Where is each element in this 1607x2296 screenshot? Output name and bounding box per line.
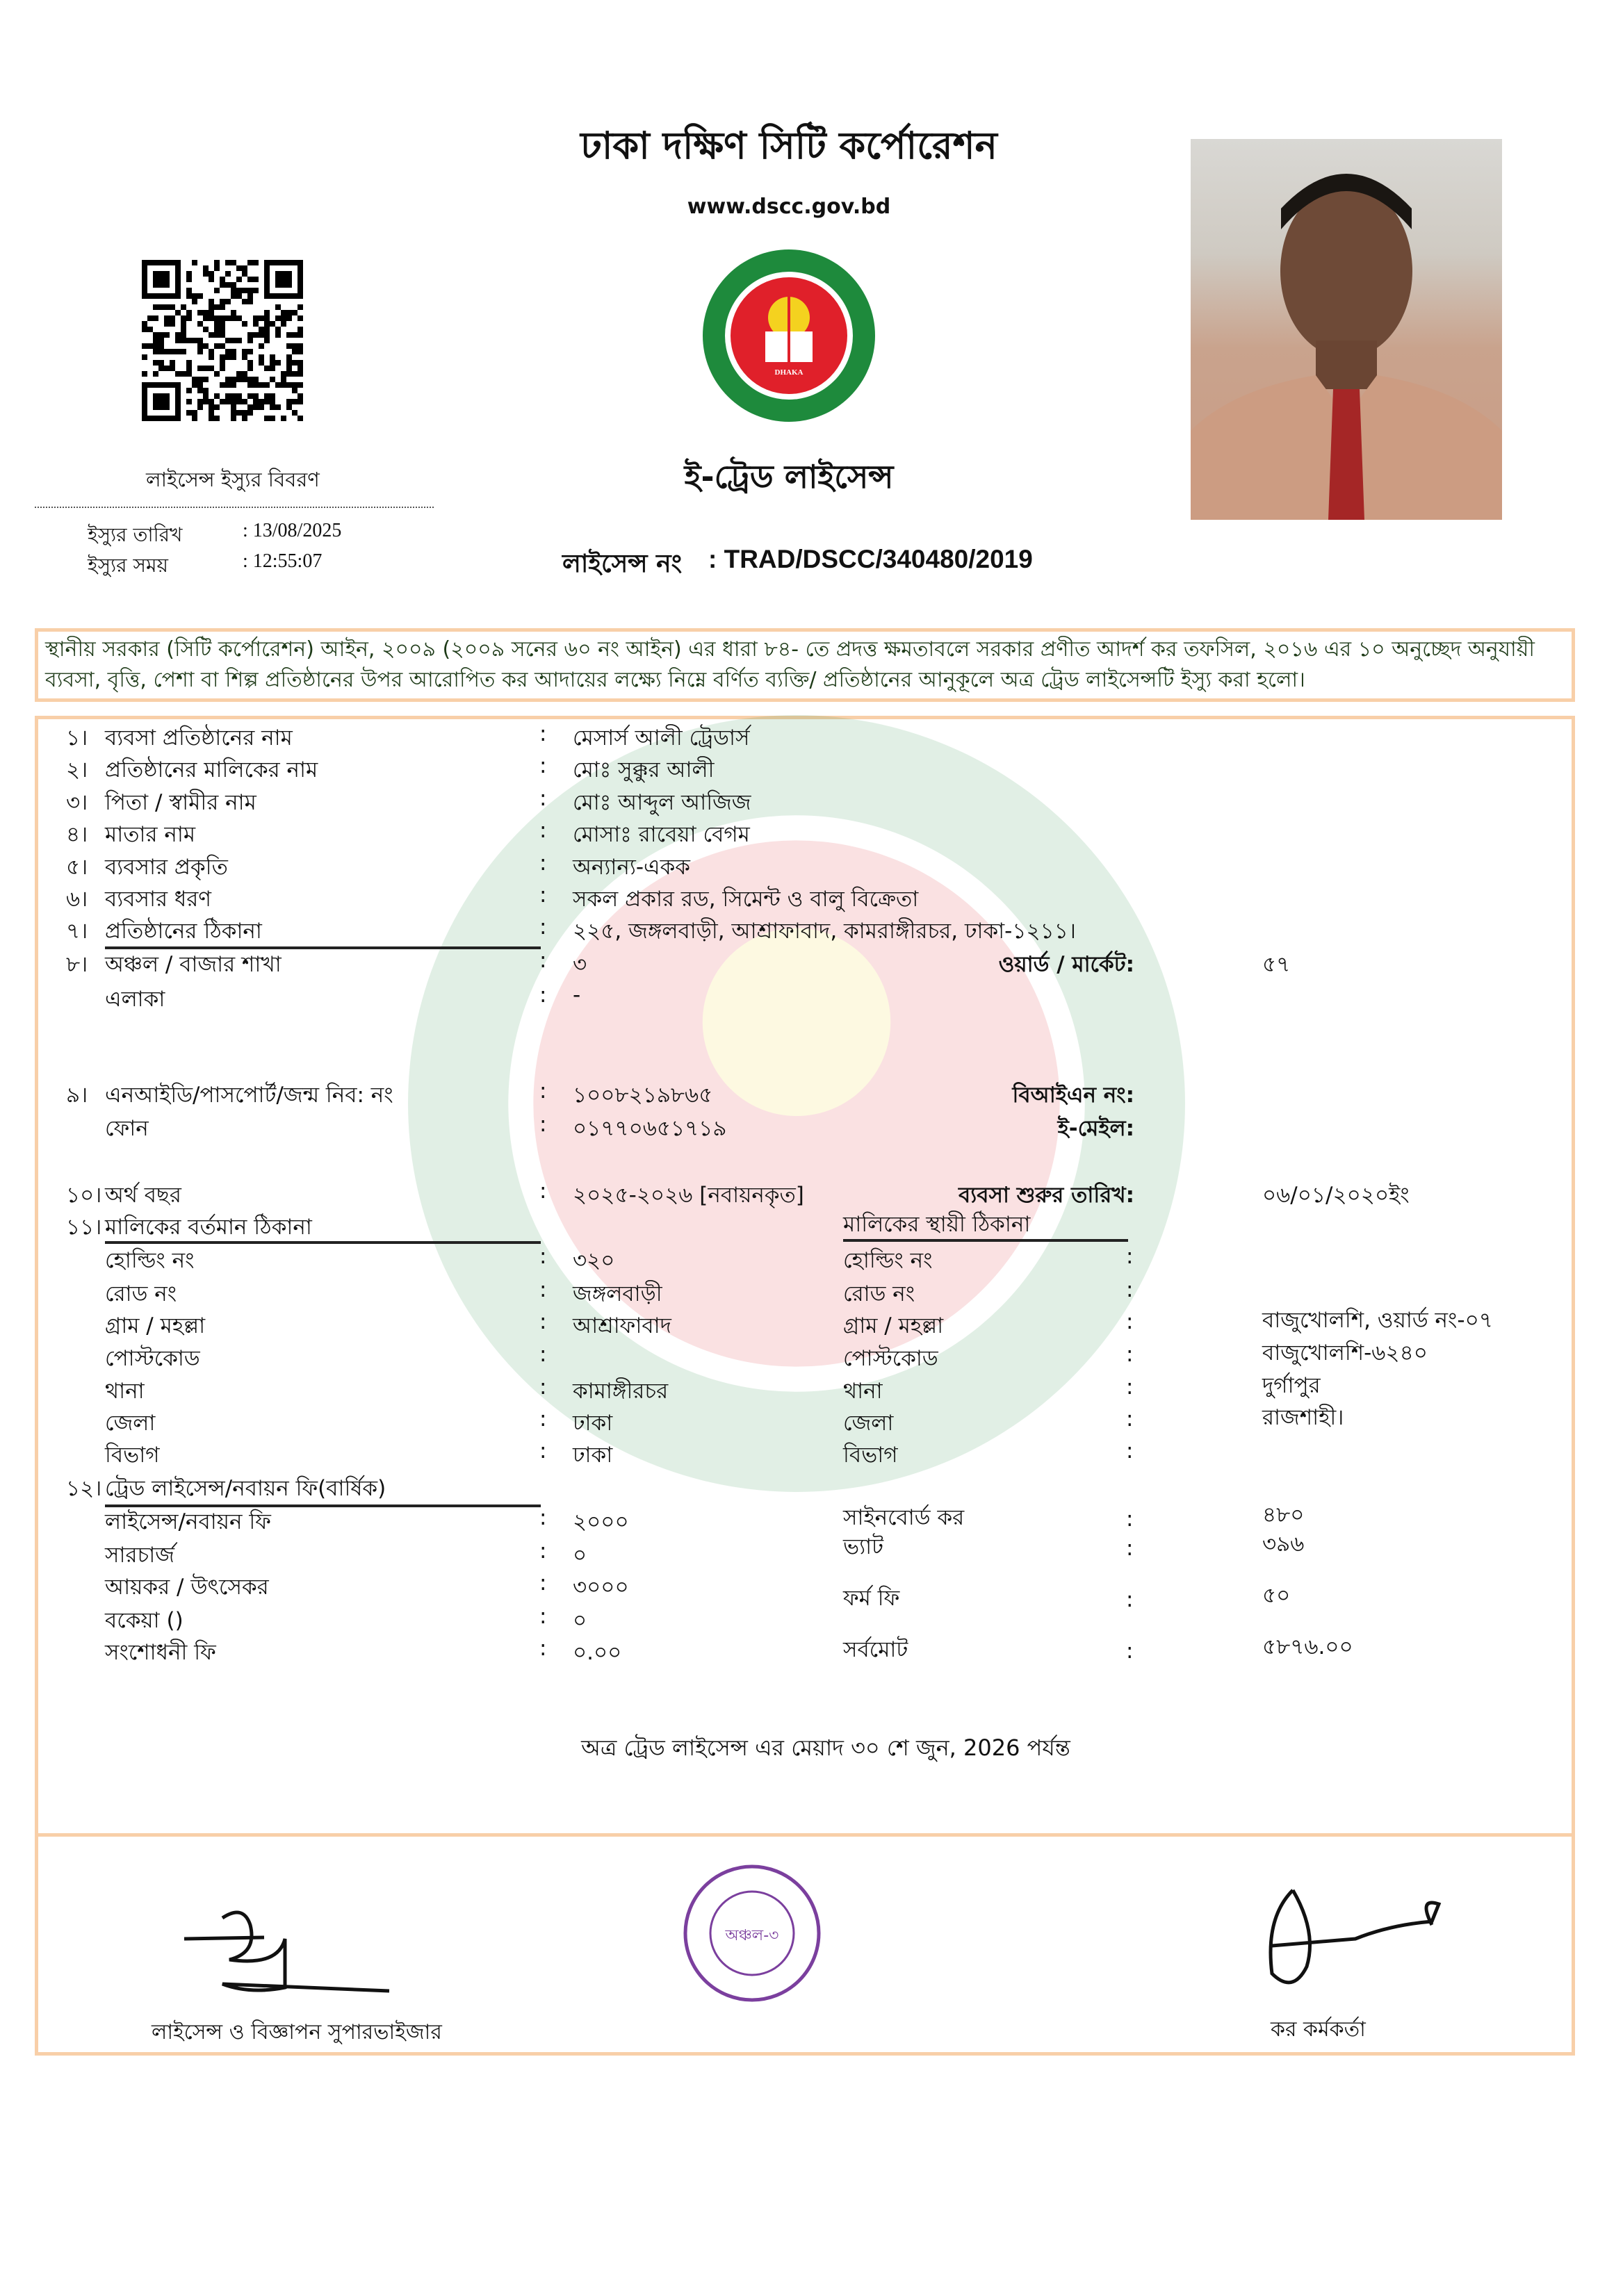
colon: : — [1126, 1342, 1134, 1367]
fee-label: সারচার্জ — [105, 1543, 174, 1568]
row-number: ১১। — [66, 1215, 102, 1240]
fee-label: আয়কর / উৎসেকর — [105, 1575, 269, 1600]
permanent-field-value: দুর্গাপুর — [1262, 1373, 1321, 1398]
colon: : — [539, 983, 547, 1008]
colon: : — [1126, 1639, 1134, 1664]
fee-label-right: সাইনবোর্ড কর — [843, 1505, 965, 1530]
colon: : — [539, 1277, 547, 1302]
fee-value: ০ — [573, 1608, 587, 1633]
svg-text:DHAKA: DHAKA — [774, 368, 804, 377]
colon: : — [539, 1438, 547, 1463]
issue-date-value: : 13/08/2025 — [243, 520, 342, 541]
present-field-label: রোড নং — [105, 1281, 177, 1306]
owner-photo — [1191, 139, 1502, 520]
field-label: ব্যবসার ধরণ — [105, 887, 212, 912]
issue-time-value: : 12:55:07 — [243, 550, 323, 572]
present-field-label: হোল্ডিং নং — [105, 1248, 195, 1273]
permanent-address-heading: মালিকের স্থায়ী ঠিকানা — [843, 1212, 1031, 1237]
present-field-label: পোস্টকোড — [105, 1346, 200, 1371]
fee-value: ০.০০ — [573, 1640, 622, 1665]
document-title: ই-ট্রেড লাইসেন্স — [684, 458, 894, 495]
colon: : — [539, 1571, 547, 1596]
field-value: ০১৭৭০৬৫১৭১৯ — [573, 1116, 727, 1141]
fee-value-right: ৫০ — [1262, 1583, 1291, 1608]
underline — [843, 1239, 1128, 1242]
present-field-label: বিভাগ — [105, 1443, 160, 1468]
permanent-field-label: জেলা — [843, 1411, 894, 1436]
validity-text: অত্র ট্রেড লাইসেন্স এর মেয়াদ ৩০ শে জুন, 2026 পর্যন্ত — [581, 1735, 1070, 1761]
row-number: ৯। — [66, 1083, 88, 1108]
field-value-right: ৫৭ — [1262, 952, 1291, 977]
row-number: ৮। — [66, 952, 88, 977]
fee-label-right: ফর্ম ফি — [843, 1586, 900, 1611]
issue-date-label: ইস্যুর তারিখ — [88, 523, 183, 546]
field-label-right: ই-মেইল: — [1057, 1116, 1134, 1141]
permanent-field-label: বিভাগ — [843, 1443, 898, 1468]
colon: : — [1126, 1587, 1134, 1612]
permanent-field-label: রোড নং — [843, 1281, 915, 1306]
field-value: মোসাঃ রাবেয়া বেগম — [573, 822, 750, 847]
preamble-text: স্থানীয় সরকার (সিটি কর্পোরেশন) আইন, ২০০৯ (২০০৯ সনের ৬০ নং আইন) এর ধারা ৮৪- তে প্রদত্ত ক্ষমতাবলে সরকার প্রণীত আদর্শ কর তফসিল, ২০১৬ এর ১০ অনুচ্ছেদ অনুযায়ী ব্যবসা, বৃত্তি, পেশা বা শিল্প প্রতিষ্ঠানের উপর আরোপিত কর আদায়ের লক্ষ্যে নিম্নে বর্ণিত ব্যক্তি/ প্রতিষ্ঠানের আনুকূলে অত্র ট্রেড লাইসেন্সটি ইস্যু করা হলো। — [45, 637, 1535, 692]
field-value: মোঃ সুক্কুর আলী — [573, 757, 715, 782]
colon: : — [539, 818, 547, 843]
field-value: সকল প্রকার রড, সিমেন্ট ও বালু বিক্রেতা — [573, 887, 919, 912]
colon: : — [539, 1244, 547, 1269]
fee-value-right: ৩৯৬ — [1262, 1532, 1305, 1557]
field-label: মাতার নাম — [105, 822, 196, 847]
fee-value: ২০০০ — [573, 1509, 629, 1534]
permanent-field-label: পোস্টকোড — [843, 1346, 938, 1371]
present-field-label: গ্রাম / মহল্লা — [105, 1313, 206, 1338]
tax-officer-signature — [1251, 1876, 1460, 2001]
fee-label-right: সর্বমোট — [843, 1637, 908, 1662]
field-value: মেসার্স আলী ট্রেডার্স — [573, 725, 750, 751]
present-field-value: কামাঙ্গীরচর — [573, 1379, 669, 1404]
row-number: ২। — [66, 757, 88, 782]
colon: : — [539, 1309, 547, 1334]
field-label-right: বিআইএন নং: — [1012, 1083, 1134, 1108]
row-number: ১২। — [66, 1476, 102, 1501]
permanent-field-label: থানা — [843, 1379, 883, 1404]
field-label: ফোন — [105, 1116, 149, 1141]
fee-value: ০ — [573, 1543, 587, 1568]
preamble-box — [35, 628, 1575, 702]
org-title: ঢাকা দক্ষিণ সিটি কর্পোরেশন — [580, 124, 997, 167]
colon: : — [1126, 1407, 1134, 1432]
colon: : — [1126, 1277, 1134, 1302]
colon: : — [539, 1079, 547, 1104]
row-number: ৫। — [66, 855, 88, 880]
field-value: ৩ — [573, 952, 587, 977]
row-number: ৬। — [66, 887, 88, 912]
colon: : — [1126, 1375, 1134, 1400]
permanent-field-value: বাজুখোলশি-৬২৪০ — [1262, 1340, 1428, 1366]
field-label: প্রতিষ্ঠানের মালিকের নাম — [105, 757, 318, 782]
website-link[interactable]: www.dscc.gov.bd — [687, 195, 891, 219]
license-number-label: লাইসেন্স নং — [562, 550, 683, 578]
field-value: ২০২৫-২০২৬ [নবায়নকৃত] — [573, 1183, 804, 1208]
colon: : — [539, 1375, 547, 1400]
colon: : — [1126, 1536, 1134, 1561]
present-field-label: জেলা — [105, 1411, 156, 1436]
colon: : — [1126, 1438, 1134, 1463]
permanent-field-label: হোল্ডিং নং — [843, 1248, 933, 1273]
colon: : — [539, 1539, 547, 1564]
field-value: অন্যান্য-একক — [573, 855, 690, 880]
signature-separator — [35, 1833, 1575, 1837]
fees-heading: ট্রেড লাইসেন্স/নবায়ন ফি(বার্ষিক) — [105, 1476, 386, 1501]
colon: : — [539, 1636, 547, 1661]
colon: : — [1126, 1507, 1134, 1532]
field-value-right: ০৬/০১/২০২০ইং — [1262, 1183, 1410, 1208]
stamp-text: অঞ্চল-৩ — [725, 1927, 779, 1944]
supervisor-signature — [181, 1897, 403, 2001]
field-label: অর্থ বছর — [105, 1183, 181, 1208]
fee-value-right: ৪৮০ — [1262, 1502, 1305, 1527]
field-label: এনআইডি/পাসপোর্ট/জন্ম নিব: নং — [105, 1083, 393, 1108]
dscc-logo — [701, 248, 876, 423]
field-value: মোঃ আব্দুল আজিজ — [573, 790, 751, 815]
colon: : — [539, 753, 547, 778]
issue-time-label: ইস্যুর সময় — [88, 554, 169, 577]
colon: : — [539, 1604, 547, 1629]
colon: : — [539, 1407, 547, 1432]
fee-label-right: ভ্যাট — [843, 1534, 883, 1559]
colon: : — [539, 1505, 547, 1530]
field-value: ২২৫, জঙ্গলবাড়ী, আশ্রাফাবাদ, কামরাঙ্গীরচর, ঢাকা-১২১১। — [573, 919, 1076, 944]
issue-details-heading: লাইসেন্স ইস্যুর বিবরণ — [146, 468, 320, 491]
field-label-right: ব্যবসা শুরুর তারিখ: — [959, 1183, 1134, 1208]
present-field-value: ৩২০ — [573, 1248, 615, 1273]
colon: : — [539, 948, 547, 973]
colon: : — [539, 883, 547, 908]
colon: : — [1126, 1244, 1134, 1269]
colon: : — [539, 1179, 547, 1204]
colon: : — [539, 915, 547, 940]
fee-label: বকেয়া () — [105, 1608, 183, 1633]
present-field-value: ঢাকা — [573, 1411, 613, 1436]
divider — [35, 507, 434, 508]
field-label: ব্যবসা প্রতিষ্ঠানের নাম — [105, 725, 293, 751]
fee-value: ৩০০০ — [573, 1575, 629, 1600]
fee-label: লাইসেন্স/নবায়ন ফি — [105, 1509, 271, 1534]
fee-label: সংশোধনী ফি — [105, 1640, 216, 1665]
field-label: পিতা / স্বামীর নাম — [105, 790, 256, 815]
field-label: ব্যবসার প্রকৃতি — [105, 855, 228, 880]
present-address-heading: মালিকের বর্তমান ঠিকানা — [105, 1215, 312, 1240]
fee-value-right: ৫৮৭৬.০০ — [1262, 1634, 1353, 1659]
present-field-value: জঙ্গলবাড়ী — [573, 1281, 662, 1306]
official-stamp — [681, 1862, 824, 2005]
license-number-value: : TRAD/DSCC/340480/2019 — [708, 545, 1033, 573]
permanent-field-value: বাজুখোলশি, ওয়ার্ড নং-০৭ — [1262, 1308, 1493, 1333]
colon: : — [1126, 1309, 1134, 1334]
field-label: প্রতিষ্ঠানের ঠিকানা — [105, 919, 262, 944]
row-number: ৪। — [66, 822, 88, 847]
colon: : — [539, 1342, 547, 1367]
row-number: ৩। — [66, 790, 88, 815]
qr-code[interactable] — [142, 260, 303, 421]
field-label: অঞ্চল / বাজার শাখা — [105, 952, 282, 977]
colon: : — [539, 721, 547, 746]
field-label: এলাকা — [105, 987, 165, 1012]
colon: : — [539, 1112, 547, 1137]
row-number: ১০। — [66, 1183, 102, 1208]
underline — [105, 946, 541, 949]
colon: : — [539, 851, 547, 876]
field-value: ১০০৮২১৯৮৬৫ — [573, 1083, 713, 1108]
permanent-field-label: গ্রাম / মহল্লা — [843, 1313, 944, 1338]
tax-officer-label: কর কর্মকর্তা — [1271, 2017, 1366, 2042]
present-field-value: ঢাকা — [573, 1443, 613, 1468]
row-number: ১। — [66, 725, 88, 751]
present-field-value: আশ্রাফাবাদ — [573, 1313, 671, 1338]
supervisor-label: লাইসেন্স ও বিজ্ঞাপন সুপারভাইজার — [152, 2020, 442, 2044]
field-label-right: ওয়ার্ড / মার্কেট: — [998, 952, 1134, 977]
row-number: ৭। — [66, 919, 88, 944]
field-value: - — [573, 983, 581, 1008]
present-field-label: থানা — [105, 1379, 145, 1404]
permanent-field-value: রাজশাহী। — [1262, 1405, 1344, 1430]
colon: : — [539, 786, 547, 811]
